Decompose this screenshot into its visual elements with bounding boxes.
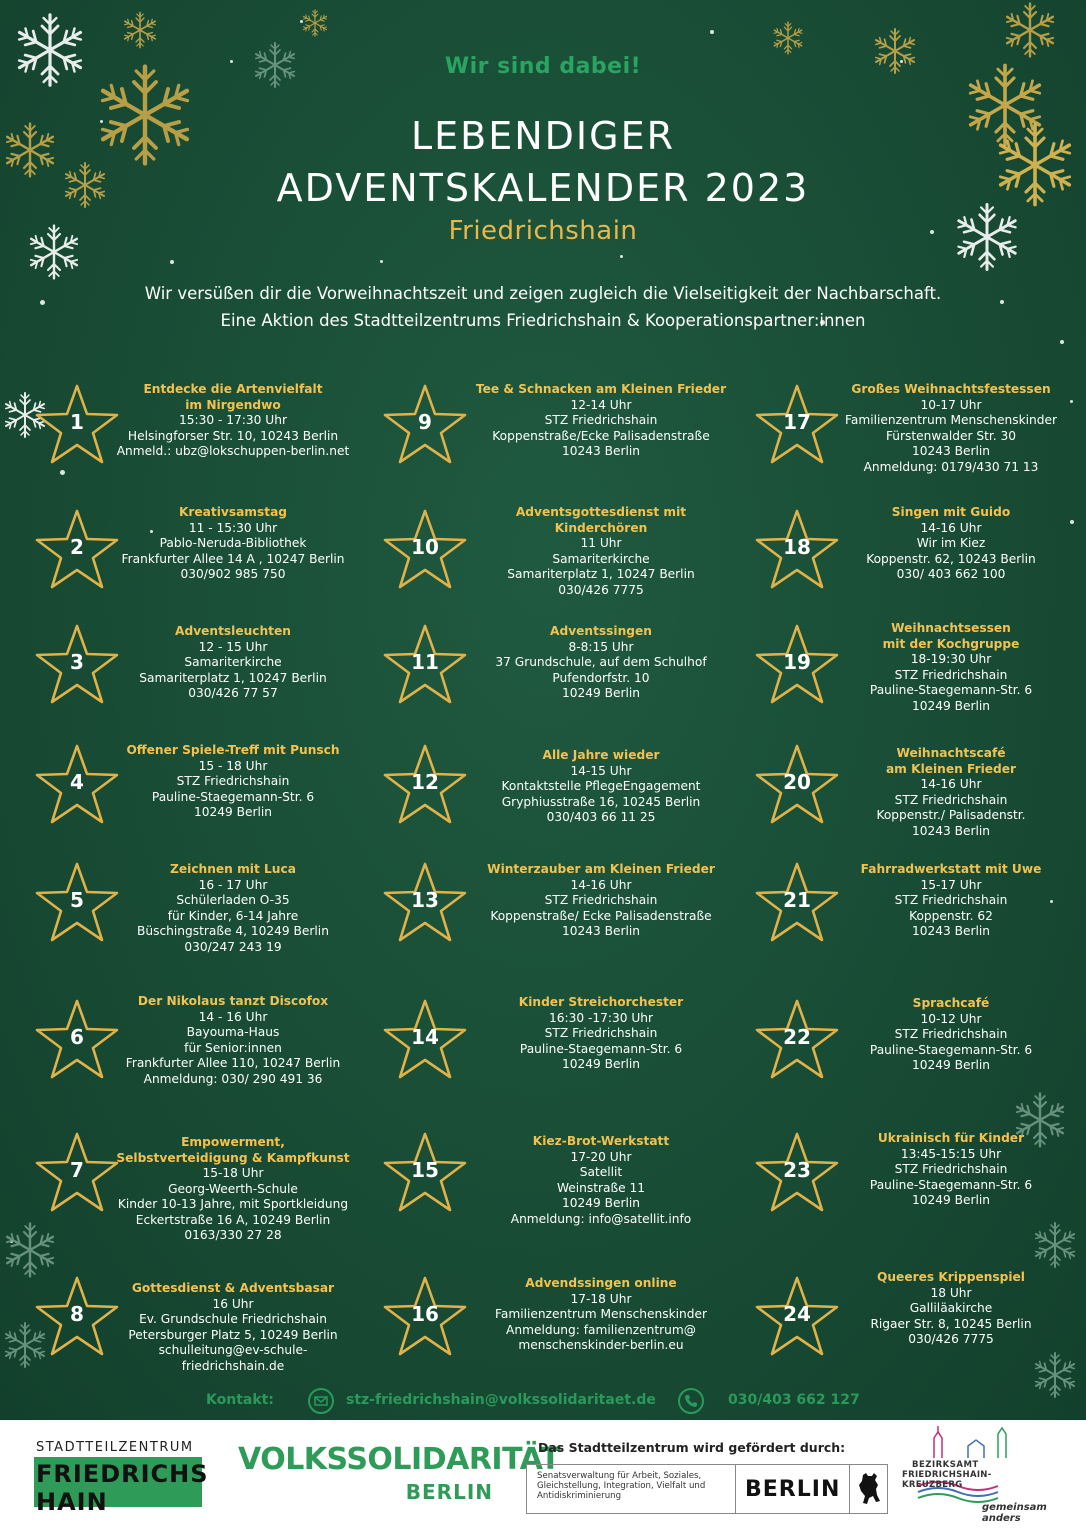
event-detail: 030/403 66 11 25 xyxy=(546,810,656,824)
event-detail: 17-20 Uhr xyxy=(570,1149,632,1164)
stz-logo xyxy=(34,1440,209,1528)
day-number: 13 xyxy=(411,888,439,912)
day-number: 5 xyxy=(70,888,84,912)
event-detail: Familienzentrum Menschenskinder xyxy=(495,1307,707,1321)
day-number: 22 xyxy=(783,1025,811,1049)
event-detail: Pauline-Staegemann-Str. 6 xyxy=(869,683,1033,697)
event-detail: 16 - 17 Uhr xyxy=(198,877,268,892)
day-number: 23 xyxy=(783,1158,811,1182)
event-detail: STZ Friedrichshain xyxy=(894,792,1008,807)
event-title: Adventsgottesdienst mit Kinderchören xyxy=(515,505,687,535)
event-detail: Gryphiusstraße 16, 10245 Berlin xyxy=(501,794,701,809)
event-detail: 16 Uhr xyxy=(212,1296,254,1311)
event-info-8 xyxy=(108,1281,358,1374)
event-detail: Samariterplatz 1, 10247 Berlin xyxy=(139,670,327,685)
snow-dot xyxy=(60,470,65,475)
event-detail: 10-12 Uhr xyxy=(920,1011,982,1026)
event-detail: 18 Uhr xyxy=(930,1285,972,1300)
day-number: 16 xyxy=(411,1302,439,1326)
tagline: Wir sind dabei! xyxy=(444,54,642,79)
berlin-wordmark: BERLIN xyxy=(745,1477,841,1502)
event-title: Weihnachtscafé xyxy=(896,746,1006,760)
event-detail: schulleitung@ev-schule-friedrichshain.de xyxy=(158,1343,308,1373)
event-detail: 14 - 16 Uhr xyxy=(198,1009,268,1024)
event-info-17 xyxy=(836,382,1066,475)
event-detail: Satellit xyxy=(579,1165,623,1179)
event-detail: 14-16 Uhr xyxy=(570,877,632,892)
event-info-4 xyxy=(108,743,358,821)
event-title: Tee & Schnacken am Kleinen Frieder xyxy=(475,382,727,396)
event-detail: Kinder 10-13 Jahre, mit Sportkleidung xyxy=(117,1197,349,1211)
event-title: mit der Kochgruppe xyxy=(882,636,1020,651)
event-info-16 xyxy=(470,1276,732,1354)
day-number: 1 xyxy=(70,410,84,434)
event-info-12 xyxy=(470,748,732,826)
event-title: Selbstverteidigung & Kampfkunst xyxy=(116,1150,350,1165)
day-star-22 xyxy=(752,995,842,1085)
event-detail: Pauline-Staegemann-Str. 6 xyxy=(519,1041,683,1056)
senate-divider-2 xyxy=(849,1465,850,1513)
event-detail: Anmeldung: familienzentrum@ xyxy=(506,1322,696,1337)
bezirksamt-line-1: BEZIRKSAMT xyxy=(912,1460,979,1470)
event-detail: Samariterplatz 1, 10247 Berlin xyxy=(507,567,695,581)
event-info-11 xyxy=(470,624,732,702)
event-title: Singen mit Guido xyxy=(891,505,1011,519)
senate-divider xyxy=(735,1465,736,1513)
event-detail: Samariterkirche xyxy=(552,551,650,566)
day-number: 19 xyxy=(783,650,811,674)
event-detail: STZ Friedrichshain xyxy=(544,413,658,427)
day-number: 12 xyxy=(411,770,439,794)
day-number: 21 xyxy=(783,888,811,912)
day-star-23 xyxy=(752,1128,842,1218)
contact-label: Kontakt: xyxy=(206,1392,274,1408)
berlin-bear-icon xyxy=(855,1471,883,1507)
event-detail: Galliläakirche xyxy=(909,1301,993,1315)
event-info-24 xyxy=(836,1270,1066,1348)
snow-dot xyxy=(380,260,383,263)
event-detail: STZ Friedrichshain xyxy=(894,1027,1008,1041)
bezirksamt-line-2: FRIEDRICHSHAIN-KREUZBERG xyxy=(902,1470,992,1490)
event-detail: 10249 Berlin xyxy=(561,1057,640,1071)
vs-logo-line-1: VOLKSSOLIDARITÄT xyxy=(238,1442,561,1477)
day-star-9 xyxy=(380,380,470,470)
subtitle: Friedrichshain xyxy=(448,216,638,246)
event-title: Zeichnen mit Luca xyxy=(170,862,296,876)
event-detail: Anmeldung: info@satellit.info xyxy=(510,1211,692,1226)
event-info-23 xyxy=(836,1131,1066,1209)
day-star-17 xyxy=(752,380,842,470)
event-title: Queeres Krippenspiel xyxy=(877,1270,1025,1284)
event-title: Empowerment, xyxy=(181,1135,285,1149)
event-title: Fahrradwerkstatt mit Uwe xyxy=(860,862,1042,876)
event-info-21 xyxy=(836,862,1066,940)
event-detail: 10249 Berlin xyxy=(561,1196,640,1210)
contact-email[interactable]: stz-friedrichshain@volkssolidaritaet.de xyxy=(346,1392,656,1408)
event-detail: 11 Uhr xyxy=(580,536,622,550)
title-line-1: LEBENDIGER xyxy=(410,114,675,158)
event-detail: Georg-Weerth-Schule xyxy=(168,1181,298,1196)
event-info-2 xyxy=(108,505,358,583)
event-info-18 xyxy=(836,505,1066,583)
snowflake-icon xyxy=(1030,1220,1080,1270)
event-detail: 10249 Berlin xyxy=(193,805,272,819)
contact-bar xyxy=(0,1388,1086,1414)
event-detail: Fürstenwalder Str. 30 xyxy=(885,428,1017,443)
event-detail: 15:30 - 17:30 Uhr xyxy=(179,413,287,427)
day-star-14 xyxy=(380,995,470,1085)
event-title: Alle Jahre wieder xyxy=(542,748,660,762)
event-detail: Weinstraße 11 xyxy=(556,1180,646,1195)
event-detail: 15-18 Uhr xyxy=(202,1166,264,1180)
day-number: 3 xyxy=(70,650,84,674)
day-number: 10 xyxy=(411,535,439,559)
event-info-20 xyxy=(836,746,1066,839)
footer-logos xyxy=(0,1420,1086,1536)
bezirksamt-slogan xyxy=(982,1502,1047,1524)
event-detail: STZ Friedrichshain xyxy=(894,1162,1008,1176)
stz-logo-line-2: FRIEDRICHS xyxy=(36,1460,209,1488)
event-detail: 12-14 Uhr xyxy=(570,397,632,412)
day-star-16 xyxy=(380,1272,470,1362)
event-detail: 10249 Berlin xyxy=(911,1058,990,1072)
event-info-1 xyxy=(108,382,358,460)
snowflake-icon xyxy=(770,20,806,56)
event-title: am Kleinen Frieder xyxy=(885,761,1017,776)
day-star-13 xyxy=(380,858,470,948)
event-detail: 15 - 18 Uhr xyxy=(198,758,268,773)
event-detail: 10243 Berlin xyxy=(911,823,990,838)
day-number: 7 xyxy=(70,1158,84,1182)
day-number: 17 xyxy=(783,410,811,434)
title-line-2: ADVENTSKALENDER 2023 xyxy=(276,166,810,210)
event-detail: 10249 Berlin xyxy=(561,686,640,700)
event-detail: Eckertstraße 16 A, 10249 Berlin xyxy=(135,1212,331,1227)
event-title: Adventsleuchten xyxy=(175,624,291,638)
snow-dot xyxy=(710,30,714,34)
day-star-11 xyxy=(380,620,470,710)
event-title: Offener Spiele-Treff mit Punsch xyxy=(126,743,340,757)
event-detail: 10243 Berlin xyxy=(561,924,640,938)
event-detail: Koppenstr./ Palisadenstr. xyxy=(876,808,1026,822)
event-info-5 xyxy=(108,862,358,955)
event-detail: Anmeldung: 0179/430 71 13 xyxy=(863,459,1039,474)
event-detail: 14-15 Uhr xyxy=(570,763,632,778)
funded-by-text: Das Stadtteilzentrum wird gefördert durch: xyxy=(538,1440,846,1455)
snowflake-icon xyxy=(120,10,160,50)
day-number: 2 xyxy=(70,535,84,559)
event-title: Adventssingen xyxy=(550,624,652,638)
event-detail: 10243 Berlin xyxy=(911,444,990,458)
snowflake-icon xyxy=(300,8,330,38)
event-detail: Frankfurter Allee 110, 10247 Berlin xyxy=(125,1056,341,1070)
day-star-12 xyxy=(380,740,470,830)
event-detail: Büschingstraße 4, 10249 Berlin xyxy=(137,924,329,938)
snow-dot xyxy=(1060,340,1064,344)
event-info-22 xyxy=(836,996,1066,1074)
day-number: 11 xyxy=(411,650,439,674)
event-detail: für Senior:innen xyxy=(184,1040,282,1055)
event-detail: Koppenstraße/Ecke Palisadenstraße xyxy=(492,428,710,443)
event-detail: Anmeld.: ubz@lokschuppen-berlin.net xyxy=(116,444,350,458)
day-star-10 xyxy=(380,505,470,595)
senate-text: Senatsverwaltung für Arbeit, Soziales, Gleichstellung, Integration, Vielfalt und Antidiskriminierung xyxy=(537,1471,706,1501)
event-detail: 0163/330 27 28 xyxy=(184,1228,282,1242)
snow-dot xyxy=(620,255,623,258)
event-detail: 10-17 Uhr xyxy=(920,397,982,412)
snow-dot xyxy=(170,260,174,264)
day-number: 14 xyxy=(411,1025,439,1049)
event-info-15 xyxy=(470,1134,732,1227)
event-detail: 8-8:15 Uhr xyxy=(568,639,634,654)
event-title: Advendssingen online xyxy=(525,1276,677,1290)
event-info-10 xyxy=(470,505,732,598)
stz-logo-line-1: STADTTEILZENTRUM xyxy=(36,1440,194,1455)
event-detail: Frankfurter Allee 14 A , 10247 Berlin xyxy=(121,551,345,566)
event-detail: Ev. Grundschule Friedrichshain xyxy=(139,1312,327,1326)
day-star-18 xyxy=(752,505,842,595)
event-info-19 xyxy=(836,621,1066,714)
event-info-3 xyxy=(108,624,358,702)
event-title: Sprachcafé xyxy=(912,996,990,1010)
event-detail: 14-16 Uhr xyxy=(920,520,982,535)
contact-phone[interactable]: 030/403 662 127 xyxy=(728,1392,860,1408)
event-detail: 030/ 403 662 100 xyxy=(896,567,1006,581)
day-number: 20 xyxy=(783,770,811,794)
day-number: 15 xyxy=(411,1158,439,1182)
event-title: Entdecke die Artenvielfalt xyxy=(143,382,323,396)
day-star-21 xyxy=(752,858,842,948)
snowflake-icon xyxy=(1000,0,1060,60)
event-title: Gottesdienst & Adventsbasar xyxy=(131,1281,335,1295)
event-info-14 xyxy=(470,995,732,1073)
event-detail: 10243 Berlin xyxy=(911,924,990,938)
event-detail: Petersburger Platz 5, 10249 Berlin xyxy=(128,1327,338,1342)
event-detail: Rigaer Str. 8, 10245 Berlin xyxy=(870,1316,1032,1331)
event-detail: Familienzentrum Menschenskinder xyxy=(845,413,1057,427)
event-detail: Wir im Kiez xyxy=(916,536,986,550)
intro-line-1: Wir versüßen dir die Vorweihnachtszeit und zeigen zugleich die Vielseitigkeit der Nachbarschaft. xyxy=(144,284,942,303)
bezirksamt-logo xyxy=(898,1424,1048,1532)
day-number: 6 xyxy=(70,1025,84,1049)
event-detail: 030/247 243 19 xyxy=(184,939,282,954)
event-title: Der Nikolaus tanzt Discofox xyxy=(137,994,329,1008)
page-title xyxy=(0,110,1086,214)
event-detail: 030/426 7775 xyxy=(908,1332,994,1346)
event-detail: Pablo-Neruda-Bibliothek xyxy=(159,536,307,550)
intro-line-2: Eine Aktion des Stadtteilzentrums Friedrichshain & Kooperationspartner:innen xyxy=(220,311,866,330)
event-detail: Schülerladen O-35 xyxy=(176,893,290,907)
day-number: 8 xyxy=(70,1302,84,1326)
event-title: Weihnachtsessen xyxy=(891,621,1011,635)
event-info-7 xyxy=(108,1135,358,1244)
event-detail: 12 - 15 Uhr xyxy=(198,639,268,654)
event-detail: 10243 Berlin xyxy=(561,444,640,458)
event-detail: 030/902 985 750 xyxy=(180,567,286,581)
event-detail: STZ Friedrichshain xyxy=(176,774,290,788)
bezirksamt-slogan-1: gemeinsam xyxy=(982,1502,1047,1513)
event-info-6 xyxy=(108,994,358,1087)
event-detail: menschenskinder-berlin.eu xyxy=(518,1338,684,1352)
snow-dot xyxy=(1070,400,1073,403)
mail-icon xyxy=(308,1388,334,1414)
intro-text xyxy=(0,280,1086,334)
day-star-20 xyxy=(752,740,842,830)
bezirksamt-slogan-2: anders xyxy=(982,1513,1021,1524)
event-detail: Anmeldung: 030/ 290 491 36 xyxy=(143,1071,323,1086)
vs-logo-line-2: BERLIN xyxy=(405,1480,493,1504)
event-detail: Helsingforser Str. 10, 10243 Berlin xyxy=(127,428,339,443)
event-detail: 030/426 77 57 xyxy=(188,686,278,700)
event-info-9 xyxy=(470,382,732,460)
event-detail: Pufendorfstr. 10 xyxy=(552,670,650,685)
event-detail: Koppenstr. 62, 10243 Berlin xyxy=(866,551,1036,566)
snowflake-icon xyxy=(0,1220,60,1280)
event-title: Kinder Streichorchester xyxy=(518,995,684,1009)
event-detail: Koppenstr. 62 xyxy=(909,908,993,923)
event-detail: STZ Friedrichshain xyxy=(894,893,1008,907)
event-title: im Nirgendwo xyxy=(185,397,281,412)
day-number: 24 xyxy=(783,1302,811,1326)
event-detail: STZ Friedrichshain xyxy=(894,667,1008,682)
event-detail: 18-19:30 Uhr xyxy=(910,652,992,666)
event-title: Kreativsamstag xyxy=(178,505,288,519)
event-title: Ukrainisch für Kinder xyxy=(877,1131,1025,1145)
event-detail: Bayouma-Haus xyxy=(186,1025,280,1039)
event-detail: 15-17 Uhr xyxy=(920,877,982,892)
event-detail: Pauline-Staegemann-Str. 6 xyxy=(869,1177,1033,1192)
event-detail: 16:30 -17:30 Uhr xyxy=(548,1010,654,1025)
phone-icon xyxy=(678,1388,704,1414)
event-title: Kiez-Brot-Werkstatt xyxy=(532,1134,670,1148)
event-detail: Pauline-Staegemann-Str. 6 xyxy=(151,789,315,804)
event-detail: Samariterkirche xyxy=(184,655,282,669)
senate-logo xyxy=(526,1464,888,1514)
snow-dot xyxy=(1070,520,1074,524)
volkssolidaritaet-logo xyxy=(238,1442,561,1512)
day-star-19 xyxy=(752,620,842,710)
day-number: 18 xyxy=(783,535,811,559)
day-number: 9 xyxy=(418,410,432,434)
event-detail: 17-18 Uhr xyxy=(570,1291,632,1306)
event-detail: 14-16 Uhr xyxy=(920,777,982,791)
event-detail: 11 - 15:30 Uhr xyxy=(188,520,278,535)
event-detail: 10249 Berlin xyxy=(911,1193,990,1207)
day-star-15 xyxy=(380,1128,470,1218)
event-detail: 13:45-15:15 Uhr xyxy=(900,1146,1002,1161)
event-title: Winterzauber am Kleinen Frieder xyxy=(487,862,715,876)
event-detail: STZ Friedrichshain xyxy=(544,893,658,907)
event-detail: 37 Grundschule, auf dem Schulhof xyxy=(495,655,707,669)
event-detail: 030/426 7775 xyxy=(558,582,644,597)
event-detail: für Kinder, 6-14 Jahre xyxy=(167,908,299,923)
event-detail: Pauline-Staegemann-Str. 6 xyxy=(869,1042,1033,1057)
day-number: 4 xyxy=(70,770,84,794)
event-detail: Kontaktstelle PflegeEngagement xyxy=(501,779,701,793)
event-detail: Koppenstraße/ Ecke Palisadenstraße xyxy=(490,908,712,923)
stz-logo-line-3: HAIN xyxy=(36,1488,108,1516)
event-info-13 xyxy=(470,862,732,940)
day-star-24 xyxy=(752,1272,842,1362)
event-detail: STZ Friedrichshain xyxy=(544,1026,658,1040)
event-detail: 10249 Berlin xyxy=(911,698,990,713)
event-title: Großes Weihnachtsfestessen xyxy=(851,382,1051,396)
